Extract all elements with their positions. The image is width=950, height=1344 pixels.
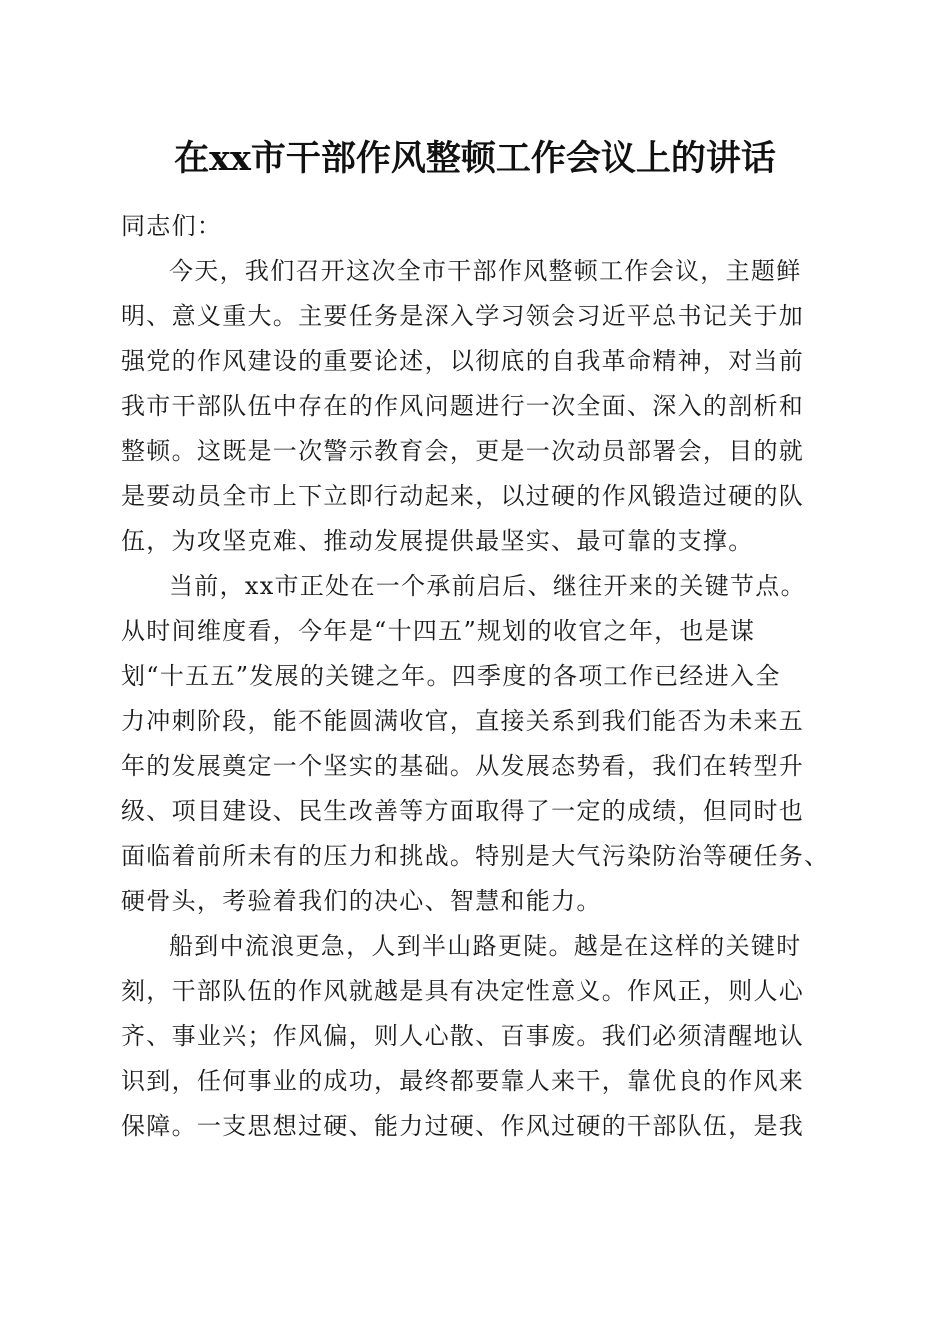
paragraph-line: 强党的作风建设的重要论述，以彻底的自我革命精神，对当前	[121, 347, 805, 375]
salutation: 同志们：	[121, 212, 223, 240]
paragraph-line: 今天，我们召开这次全市干部作风整顿工作会议，主题鲜	[169, 257, 802, 285]
paragraph-line: 硬骨头，考验着我们的决心、智慧和能力。	[121, 887, 602, 915]
paragraph-line: 我市干部队伍中存在的作风问题进行一次全面、深入的剖析和	[121, 392, 805, 420]
paragraph-line: 明、意义重大。主要任务是深入学习领会习近平总书记关于加	[121, 302, 805, 330]
paragraph-line: 当前，xx市正处在一个承前启后、继往开来的关键节点。	[169, 572, 806, 600]
document-title: 在xx市干部作风整顿工作会议上的讲话	[174, 138, 776, 179]
document-body	[121, 204, 839, 1149]
paragraph-line: 整顿。这既是一次警示教育会，更是一次动员部署会，目的就	[121, 437, 805, 465]
paragraph-1	[121, 249, 839, 564]
paragraph-3	[121, 924, 839, 1149]
paragraph-line: 划“十五五”发展的关键之年。四季度的各项工作已经进入全	[121, 662, 781, 690]
paragraph-2	[121, 564, 839, 924]
paragraph-line: 年的发展奠定一个坚实的基础。从发展态势看，我们在转型升	[121, 752, 805, 780]
paragraph-line: 力冲刺阶段，能不能圆满收官，直接关系到我们能否为未来五	[121, 707, 805, 735]
paragraph-line: 从时间维度看，今年是“十四五”规划的收官之年，也是谋	[121, 617, 756, 645]
paragraph-line: 船到中流浪更急，人到半山路更陡。越是在这样的关键时	[169, 932, 802, 960]
paragraph-line: 是要动员全市上下立即行动起来，以过硬的作风锻造过硬的队	[121, 482, 805, 510]
paragraph-line: 识到，任何事业的成功，最终都要靠人来干，靠优良的作风来	[121, 1067, 805, 1095]
paragraph-line: 齐、事业兴；作风偏，则人心散、百事废。我们必须清醒地认	[121, 1022, 805, 1050]
paragraph-line: 级、项目建设、民生改善等方面取得了一定的成绩，但同时也	[121, 797, 805, 825]
paragraph-line: 保障。一支思想过硬、能力过硬、作风过硬的干部队伍，是我	[121, 1112, 805, 1140]
paragraph-line: 伍，为攻坚克难、推动发展提供最坚实、最可靠的支撑。	[121, 527, 754, 555]
paragraph-line: 刻，干部队伍的作风就越是具有决定性意义。作风正，则人心	[121, 977, 805, 1005]
paragraph-line: 面临着前所未有的压力和挑战。特别是大气污染防治等硬任务、	[121, 842, 830, 870]
